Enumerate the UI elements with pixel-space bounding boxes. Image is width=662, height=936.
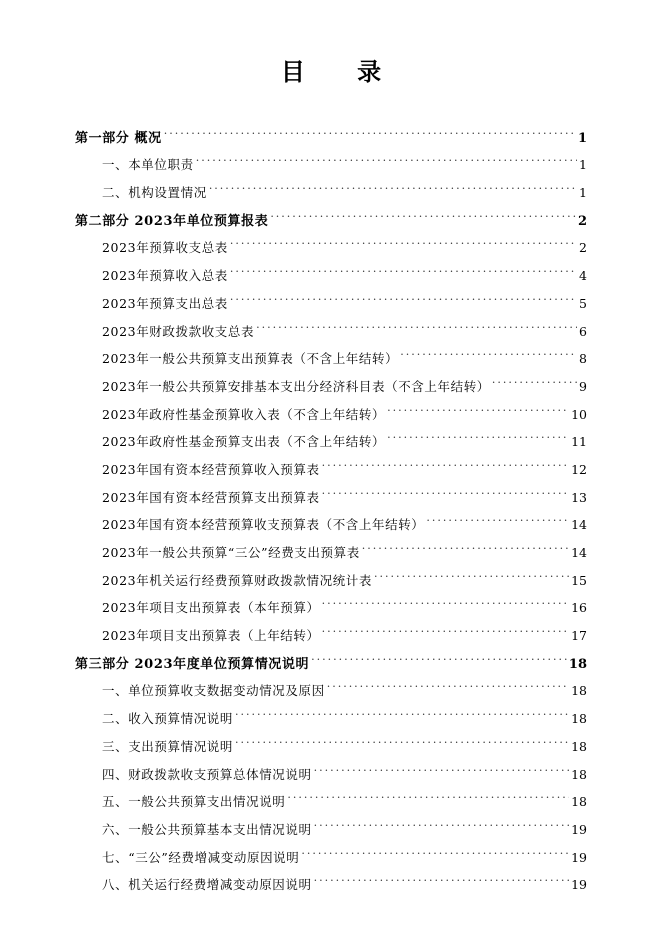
toc-page-number: 2: [579, 240, 587, 256]
toc-dot-leader: [270, 197, 576, 225]
toc-entry-label: 八、机关运行经费增减变动原因说明: [102, 877, 312, 893]
toc-entry-label: 2023年一般公共预算“三公”经费支出预算表: [102, 545, 360, 560]
toc-dot-leader: [314, 751, 569, 779]
toc-entry-label: 第二部分 2023年单位预算报表: [75, 213, 269, 229]
toc-page-number: 19: [571, 849, 587, 865]
toc-dot-leader: [374, 557, 569, 585]
toc-entry-label: 一、单位预算收支数据变动情况及原因: [102, 683, 325, 699]
toc-dot-leader: [209, 169, 577, 197]
toc-page-number: 19: [571, 821, 587, 837]
toc-dot-leader: [230, 225, 577, 253]
page-title: 目 录: [280, 57, 404, 86]
toc-dot-leader: [230, 280, 577, 308]
toc-page-number: 9: [579, 378, 587, 394]
toc-page-number: 4: [579, 268, 587, 284]
toc-entry-label: 六、一般公共预算基本支出情况说明: [102, 821, 312, 837]
toc-dot-leader: [235, 723, 569, 751]
toc-entry-label: 2023年项目支出预算表（本年预算）: [102, 600, 320, 616]
toc-page-number: 18: [568, 656, 587, 672]
toc-dot-leader: [387, 391, 569, 419]
toc-entry-label: 2023年国有资本经营预算收入预算表: [102, 461, 320, 477]
toc-entry-label: 五、一般公共预算支出情况说明: [102, 794, 286, 810]
toc-dot-leader: [230, 252, 577, 280]
toc-page-number: 19: [571, 877, 587, 893]
toc-dot-leader: [314, 806, 569, 834]
toc-entry-label: 七、“三公”经费增减变动原因说明: [102, 849, 300, 865]
toc-entry-label: 2023年一般公共预算支出预算表（不含上年结转）: [102, 351, 399, 367]
toc-page-number: 14: [571, 545, 587, 560]
toc-entry-label: 2023年国有资本经营预算支出预算表: [102, 489, 320, 505]
toc-page-number: 18: [571, 794, 587, 810]
toc-page-number: 1: [577, 130, 587, 146]
toc-entry-label: 2023年政府性基金预算收入表（不含上年结转）: [102, 406, 386, 422]
toc-dot-leader: [426, 502, 569, 530]
toc-entry-label: 2023年一般公共预算安排基本支出分经济科目表（不含上年结转）: [102, 378, 490, 394]
toc-entry-label: 四、财政拨款收支预算总体情况说明: [102, 766, 312, 782]
toc-dot-leader: [400, 336, 577, 364]
toc-dot-leader: [322, 446, 569, 474]
toc-dot-leader: [387, 419, 569, 447]
toc-dot-leader: [301, 834, 569, 862]
toc-section-entry[interactable]: [75, 114, 587, 146]
toc-page-number: 15: [571, 572, 587, 588]
toc-entry-label: 二、收入预算情况说明: [102, 711, 234, 727]
toc-page-number: 10: [571, 406, 587, 422]
toc-entry-label: 三、支出预算情况说明: [102, 738, 234, 754]
toc-page-number: 1: [579, 185, 587, 201]
toc-dot-leader: [314, 862, 569, 890]
toc-entry-label: 2023年国有资本经营预算收支预算表（不含上年结转）: [102, 517, 425, 533]
toc-page-number: 13: [571, 489, 587, 505]
toc-page-number: 18: [571, 766, 587, 782]
toc-dot-leader: [492, 363, 577, 391]
toc-entry-label: 2023年机关运行经费预算财政拨款情况统计表: [102, 572, 373, 588]
toc-page-number: 18: [571, 711, 587, 727]
toc-page-number: 8: [579, 351, 587, 367]
toc-page-number: 6: [579, 323, 587, 339]
toc-dot-leader: [196, 142, 577, 170]
toc-dot-leader: [235, 695, 569, 723]
toc-dot-leader: [322, 585, 569, 613]
toc-page-number: 5: [579, 295, 587, 311]
toc-entry-label: 2023年财政拨款收支总表: [102, 323, 255, 339]
table-of-contents: [75, 114, 587, 893]
toc-entry-label: 第一部分 概况: [75, 130, 162, 146]
toc-dot-leader: [322, 612, 569, 640]
toc-entry-label: 2023年项目支出预算表（上年结转）: [102, 628, 320, 644]
toc-dot-leader: [311, 640, 567, 668]
toc-entry-label: 一、本单位职责: [102, 157, 194, 173]
toc-dot-leader: [256, 308, 577, 336]
toc-page-number: 16: [571, 600, 587, 616]
toc-page-number: 14: [571, 517, 587, 533]
toc-page-number: 18: [571, 683, 587, 699]
toc-entry-label: 2023年预算收支总表: [102, 240, 228, 256]
toc-dot-leader: [287, 779, 569, 807]
toc-dot-leader: [164, 114, 576, 142]
toc-page-number: 17: [571, 628, 587, 644]
toc-entry-label: 2023年预算收入总表: [102, 268, 228, 284]
toc-entry-label: 二、机构设置情况: [102, 185, 207, 201]
toc-page-number: 18: [571, 738, 587, 754]
toc-page-number: 12: [571, 461, 587, 477]
toc-page-number: 11: [571, 434, 587, 450]
toc-entry-label: 第三部分 2023年度单位预算情况说明: [75, 656, 310, 672]
toc-entry-label: 2023年预算支出总表: [102, 295, 228, 311]
toc-page-number: 1: [579, 157, 587, 173]
toc-dot-leader: [327, 668, 569, 696]
toc-dot-leader: [362, 529, 569, 557]
toc-entry-label: 2023年政府性基金预算支出表（不含上年结转）: [102, 434, 386, 450]
toc-dot-leader: [322, 474, 569, 502]
toc-page-number: 2: [577, 213, 587, 229]
